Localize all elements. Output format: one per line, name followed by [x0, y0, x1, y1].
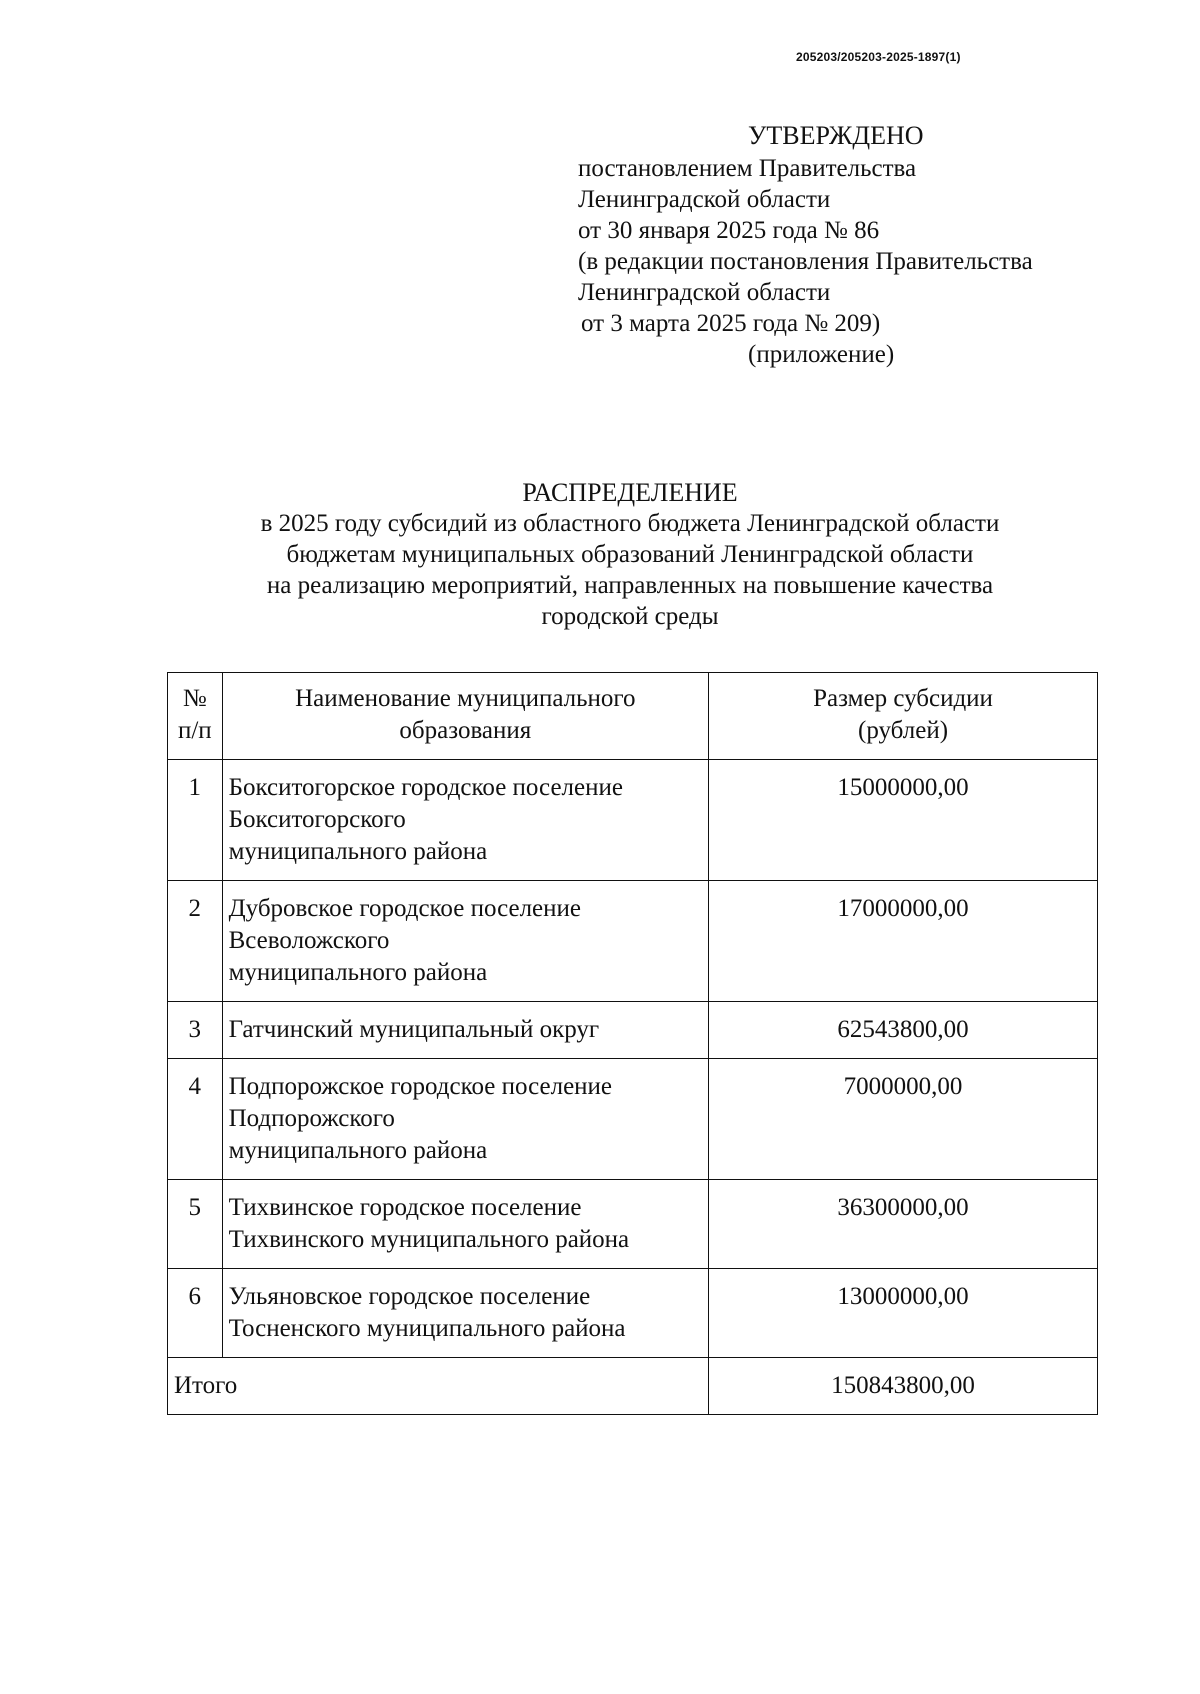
- row-amount: 62543800,00: [709, 1002, 1098, 1059]
- approval-line: от 3 марта 2025 года № 209): [581, 310, 881, 337]
- table-row: [168, 1002, 1098, 1059]
- table-row: [168, 881, 1098, 1002]
- row-name-line: Дубровское городское поселение: [228, 895, 581, 922]
- row-number: 2: [168, 881, 223, 1002]
- document-number: 205203/205203-2025-1897(1): [796, 50, 961, 64]
- row-name-line: Подпорожское городское поселение: [228, 1073, 613, 1100]
- approval-line: Ленинградской области: [578, 279, 831, 306]
- table-total-row: [168, 1358, 1098, 1415]
- header-number-line: п/п: [177, 717, 212, 744]
- approval-block: [578, 120, 1118, 370]
- approval-title: УТВЕРЖДЕНО: [748, 121, 924, 150]
- header-number-line: №: [182, 685, 207, 712]
- row-name-line: Подпорожского: [228, 1105, 395, 1132]
- row-amount: 13000000,00: [709, 1269, 1098, 1358]
- total-amount: 150843800,00: [709, 1358, 1098, 1415]
- row-name-line: Бокситогорское городское поселение: [228, 774, 623, 801]
- row-name-line: Всеволожского: [228, 927, 390, 954]
- row-number: 5: [168, 1180, 223, 1269]
- header-name-line: образования: [399, 717, 532, 744]
- row-amount: 15000000,00: [709, 760, 1098, 881]
- table-header-row: [168, 673, 1098, 760]
- table-row: [168, 1180, 1098, 1269]
- header-name: [222, 673, 709, 760]
- row-amount: 36300000,00: [709, 1180, 1098, 1269]
- row-name-line: Ульяновское городское поселение: [228, 1283, 591, 1310]
- row-amount: 7000000,00: [709, 1059, 1098, 1180]
- table-row: [168, 1059, 1098, 1180]
- approval-line: постановлением Правительства: [578, 155, 917, 182]
- approval-line: (в редакции постановления Правительства: [578, 248, 1033, 275]
- row-name-line: муниципального района: [228, 959, 488, 986]
- row-name-line: Бокситогорского: [228, 806, 406, 833]
- row-number: 6: [168, 1269, 223, 1358]
- row-name-line: муниципального района: [228, 838, 488, 865]
- approval-line: от 30 января 2025 года № 86: [578, 217, 880, 244]
- header-amount-line: Размер субсидии: [813, 685, 993, 712]
- row-name: [222, 1059, 709, 1180]
- row-name-line: Тихвинское городское поселение: [228, 1194, 582, 1221]
- row-number: 1: [168, 760, 223, 881]
- header-number: [168, 673, 223, 760]
- row-name-line: Гатчинский муниципальный округ: [228, 1016, 600, 1043]
- table-row: [168, 1269, 1098, 1358]
- row-name: [222, 1269, 709, 1358]
- heading-line: в 2025 году субсидий из областного бюджета Ленинградской области: [260, 510, 1000, 537]
- row-name: [222, 1180, 709, 1269]
- total-label: Итого: [168, 1358, 709, 1415]
- row-name-line: Тосненского муниципального района: [228, 1315, 626, 1342]
- heading-line: городской среды: [541, 603, 719, 630]
- heading-title: РАСПРЕДЕЛЕНИЕ: [522, 478, 738, 507]
- approval-line: Ленинградской области: [578, 186, 831, 213]
- row-number: 3: [168, 1002, 223, 1059]
- header-amount: [709, 673, 1098, 760]
- document-heading: [150, 477, 1110, 632]
- row-name-line: Тихвинского муниципального района: [228, 1226, 630, 1253]
- header-name-line: Наименование муниципального: [295, 685, 636, 712]
- table-row: [168, 760, 1098, 881]
- row-name: [222, 1002, 709, 1059]
- row-name-line: муниципального района: [228, 1137, 488, 1164]
- row-number: 4: [168, 1059, 223, 1180]
- row-name: [222, 881, 709, 1002]
- row-name: [222, 760, 709, 881]
- heading-line: бюджетам муниципальных образований Ленинградской области: [286, 541, 974, 568]
- row-amount: 17000000,00: [709, 881, 1098, 1002]
- header-amount-line: (рублей): [858, 717, 949, 744]
- approval-line: (приложение): [748, 341, 895, 368]
- heading-line: на реализацию мероприятий, направленных на повышение качества: [266, 572, 994, 599]
- distribution-table: [167, 672, 1098, 1415]
